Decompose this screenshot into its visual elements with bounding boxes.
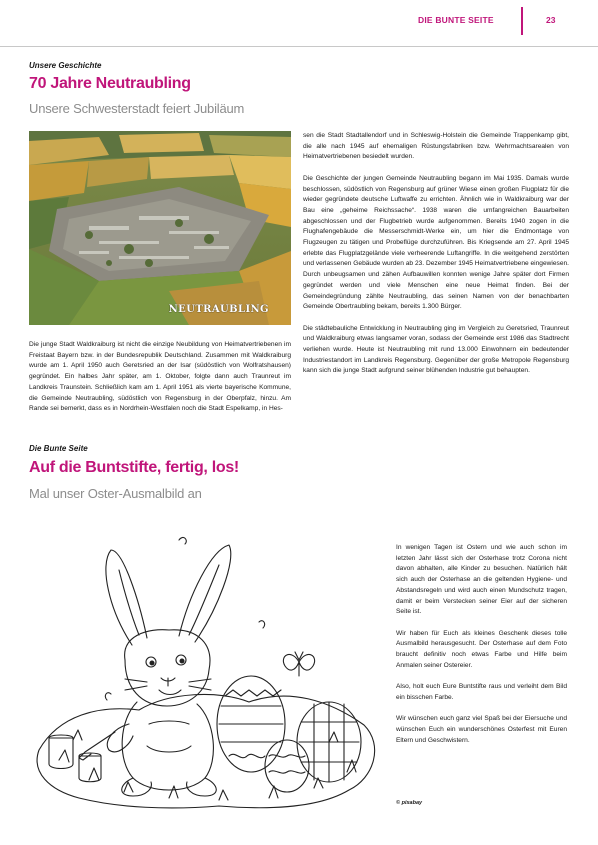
page-number: 23 [546, 15, 556, 25]
article1-column-1 [29, 340, 291, 415]
article1-paragraph: Die Geschichte der jungen Gemeinde Neutraubling begann im Mai 1935. Damals wurde beschlossen, südöstlich von Regensburg auf grüner Wiese einen großen Flugplatz für die wieder gegründete deutsche Luftwaffe zu errichten. Ähnlich wie in Waldkraiburg war der Bau eine „geheime Reichssache“. 1938 waren die umfangreichen Bauarbeiten abgeschlossen und der Flugbetrieb wurde aufgenommen. Bereits 1940 zogen in die Flughafengebäude die Messerschmidt-Werke ein, um hier die Endmontage von Flugzeugen zu tätigen und Probeflüge durchzuführen. Bis Kriegsende am 27. April 1945 erlebte das Flugplatzgelände viele verheerende Luftangriffe. In die weitgehend zerstörten und verlassenen Gebäude wurden ab 23. Dezember 1945 Heimatvertriebene eingewiesen. Durch unbeugsamen und zähen Aufbauwillen konnten wenige Jahre später dort Firmen gegründet werden und viele Menschen eine neue Heimat finden. Bei der Gemeindegründung zählte Neutraubling, das seinen Namen von der benachbarten Gemeinde Obertraubling bekam, bereits 1.300 Bürger. [303, 174, 569, 311]
article2-kicker: Die Bunte Seite [29, 444, 88, 453]
article2-paragraph: Wir haben für Euch als kleines Geschenk dieses tolle Ausmalbild herausgesucht. Der Osterhase auf dem Foto braucht definitiv noch etwas Farbe und Hilfe beim Anmalen seiner Ostereier. [396, 629, 567, 669]
article2-paragraph: Wir wünschen euch ganz viel Spaß bei der Eiersuche und wünschen Euch ein wunderschönes Osterfest mit Euren Eltern und Geschwistern. [396, 715, 567, 744]
article2-column [396, 543, 567, 746]
photo-caption-label: NEUTRAUBLING [168, 304, 269, 315]
article2-subtitle: Mal unser Oster-Ausmalbild an [29, 486, 202, 501]
header-rule [0, 46, 598, 47]
neutraubling-aerial-photo [29, 131, 291, 325]
article1-paragraph: Die junge Stadt Waldkraiburg ist nicht die einzige Neubildung von Heimatvertriebenen im Freistaat Bayern bzw. in der Bundesrepublik Deutschland. Zusammen mit Waldkraiburg wurde am 1. April 1950 auch Geretsried an der Isar (südöstlich von Wolfratshausen) gegründet. Ein halbes Jahr später, am 1. Oktober, folgte dann auch Traunreut im Landkreis Traunstein. Schließlich kam am 1. April 1951 als vierte bayerische Kommune, die Gemeinde Neutraubling, südöstlich von Regensburg in der Oberpfalz, hinzu. Am Rande sei bemerkt, dass es in Nordrhein-Westfalen noch die Stadt Espelkamp, in Hes- [29, 341, 291, 413]
header-divider [521, 7, 523, 35]
running-header-section: DIE BUNTE SEITE [418, 15, 494, 25]
article1-column-2 [303, 131, 569, 377]
article1-kicker: Unsere Geschichte [29, 61, 102, 70]
article2-paragraph: In wenigen Tagen ist Ostern und wie auch schon im letzten Jahr lässt sich der Osterhase trotz Corona nicht davon abhalten, alle Kinder zu besuchen. Natürlich hält sich auch der Osterhase an die geltenden Hygiene- und Abstandsregeln und wird auch einen Mundschutz tragen, damit er beim Verstecken seiner Eier auf der sicheren Seite ist. [396, 544, 567, 616]
article1-paragraph: Die städtebauliche Entwicklung in Neutraubling ging im Vergleich zu Geretsried, Traunreut und Waldkraiburg etwas langsamer voran, sodass der Gemeinde erst 1986 das Stadtrecht verliehen wurde. Heute ist Neutraubling mit rund 13.000 Einwohnern ein bedeutender Industriestandort im Landkreis Regensburg. Gegenüber der große Metropole Regensburg kann sich die junge Stadt aufgrund seiner blühenden Industrie gut behaupten. [303, 324, 569, 375]
article2-title: Auf die Buntstifte, fertig, los! [29, 459, 239, 476]
easter-bunny-coloring-image [29, 510, 387, 815]
article2-paragraph: Also, holt euch Eure Buntstifte raus und verleiht dem Bild ein bisschen Farbe. [396, 683, 567, 701]
article1-subtitle: Unsere Schwesterstadt feiert Jubiläum [29, 101, 245, 116]
article1-title: 70 Jahre Neutraubling [29, 75, 191, 92]
image-credit: © pixabay [396, 800, 423, 806]
article1-paragraph: sen die Stadt Stadtallendorf und in Schleswig-Holstein die Gemeinde Trappenkamp gibt, die alle nach 1945 auf ehemaligen Rüstungsfabriken bzw. Wehrmachtsarealen von Heimatvertriebenen besiedelt wurden. [303, 132, 569, 161]
